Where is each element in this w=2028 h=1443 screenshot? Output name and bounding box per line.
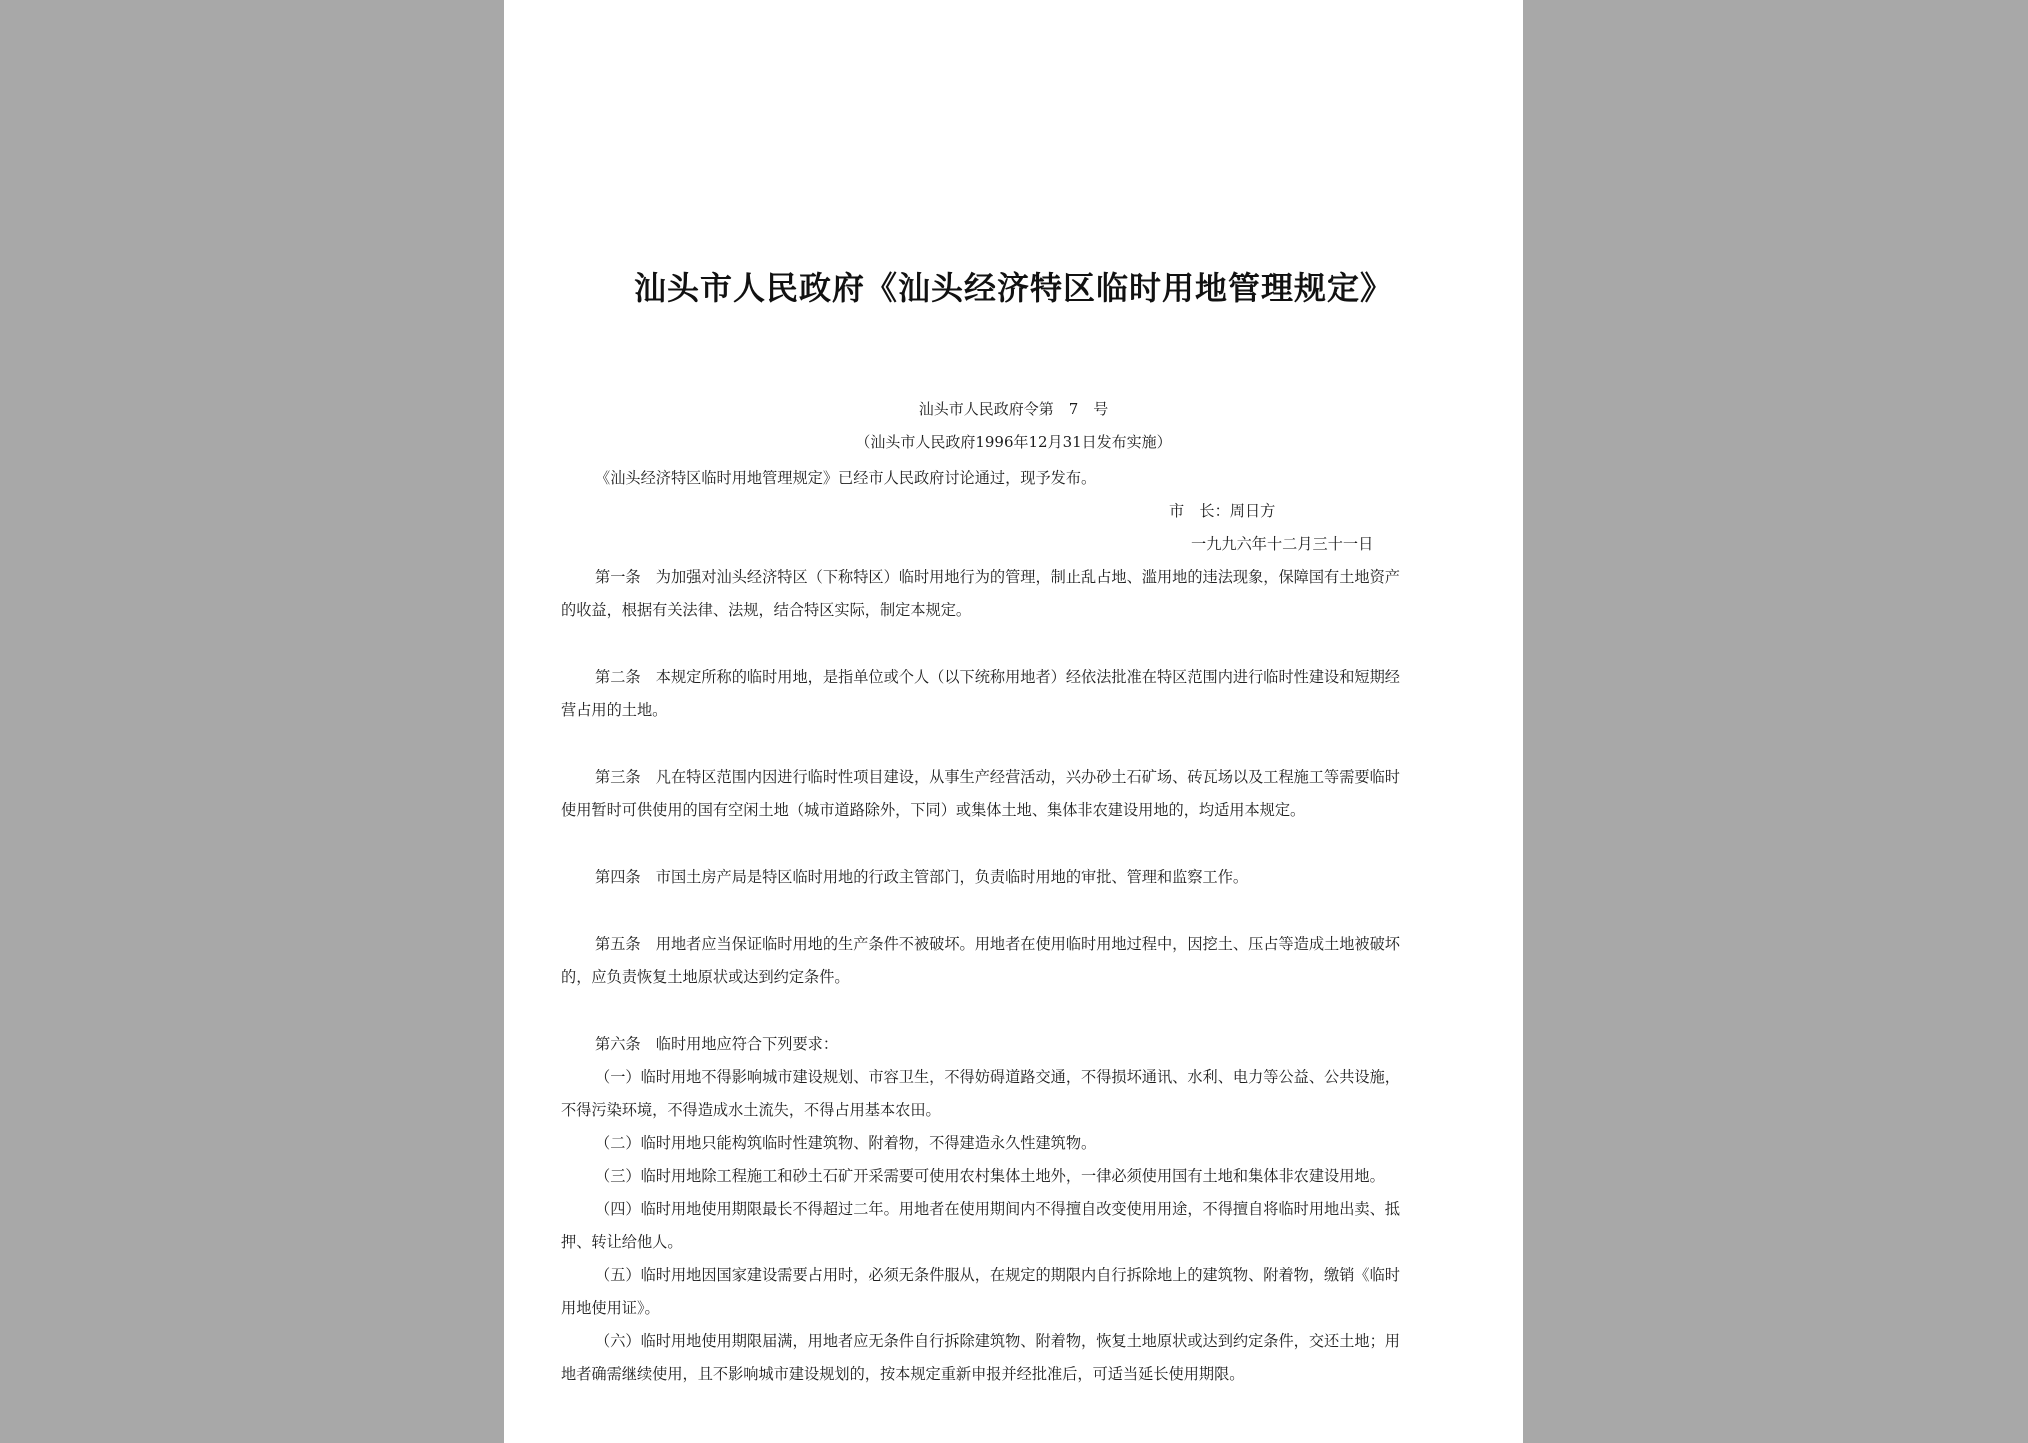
article-3 (561, 761, 1465, 827)
paragraph-line: 第五条 用地者应当保证临时用地的生产条件不被破坏。用地者在使用临时用地过程中，因挖土、压占等造成土地被破坏 (595, 935, 1400, 953)
article-1 (561, 561, 1465, 627)
paragraph-line: 第四条 市国土房产局是特区临时用地的行政主管部门，负责临时用地的审批、管理和监察工作。 (595, 868, 1249, 886)
paragraph-line: （一）临时用地不得影响城市建设规划、市容卫生，不得妨碍道路交通，不得损坏通讯、水利、电力等公益、公共设施， (595, 1068, 1400, 1086)
paragraph-line: 使用暂时可供使用的国有空闲土地（城市道路除外，下同）或集体土地、集体非农建设用地的，均适用本规定。 (561, 801, 1306, 819)
paragraph-line: 的收益，根据有关法律、法规，结合特区实际，制定本规定。 (561, 601, 972, 619)
paragraph-line: 第三条 凡在特区范围内因进行临时性项目建设，从事生产经营活动，兴办砂土石矿场、砖瓦场以及工程施工等需要临时 (595, 768, 1400, 786)
paragraph-line: 的，应负责恢复土地原状或达到约定条件。 (561, 968, 850, 986)
paragraph-line: 押、转让给他人。 (561, 1233, 683, 1251)
document-page (504, 0, 1523, 1443)
paragraph-line: （四）临时用地使用期限最长不得超过二年。用地者在使用期间内不得擅自改变使用用途，不得擅自将临时用地出卖、抵 (595, 1200, 1400, 1218)
promulgation-text: 《汕头经济特区临时用地管理规定》已经市人民政府讨论通过，现予发布。 (595, 469, 1097, 487)
paragraph-line: （二）临时用地只能构筑临时性建筑物、附着物，不得建造永久性建筑物。 (595, 1134, 1097, 1152)
order-number: 汕头市人民政府令第 7 号 (918, 400, 1109, 418)
document-title: 汕头市人民政府《汕头经济特区临时用地管理规定》 (633, 269, 1393, 307)
issue-date: 一九九六年十二月三十一日 (1191, 535, 1374, 553)
paragraph-line: 第一条 为加强对汕头经济特区（下称特区）临时用地行为的管理，制止乱占地、滥用地的违法现象，保障国有土地资产 (595, 568, 1400, 586)
publication-note: （汕头市人民政府1996年12月31日发布实施） (855, 433, 1172, 451)
paragraph-line: 不得污染环境，不得造成水土流失，不得占用基本农田。 (561, 1101, 941, 1119)
paragraph-line: 用地使用证》。 (561, 1299, 660, 1317)
paragraph-line: 地者确需继续使用，且不影响城市建设规划的，按本规定重新申报并经批准后，可适当延长使用期限。 (561, 1365, 1245, 1383)
article-5 (561, 928, 1465, 994)
paragraph-line: （五）临时用地因国家建设需要占用时，必须无条件服从，在规定的期限内自行拆除地上的建筑物、附着物，缴销《临时 (595, 1266, 1400, 1284)
article-heading: 第六条 临时用地应符合下列要求： (595, 1035, 838, 1053)
paragraph-line: （三）临时用地除工程施工和砂土石矿开采需要可使用农村集体土地外，一律必须使用国有土地和集体非农建设用地。 (595, 1167, 1385, 1185)
article-4 (561, 861, 1465, 894)
article-6 (561, 1028, 1465, 1391)
paragraph-line: （六）临时用地使用期限届满，用地者应无条件自行拆除建筑物、附着物，恢复土地原状或达到约定条件，交还土地；用 (595, 1332, 1400, 1350)
paragraph-line: 第二条 本规定所称的临时用地，是指单位或个人（以下统称用地者）经依法批准在特区范围内进行临时性建设和短期经 (595, 668, 1400, 686)
document-body (561, 462, 1465, 1391)
mayor-signature: 市 长：周日方 (1169, 502, 1276, 520)
article-2 (561, 661, 1465, 727)
paragraph-line: 营占用的土地。 (561, 701, 668, 719)
